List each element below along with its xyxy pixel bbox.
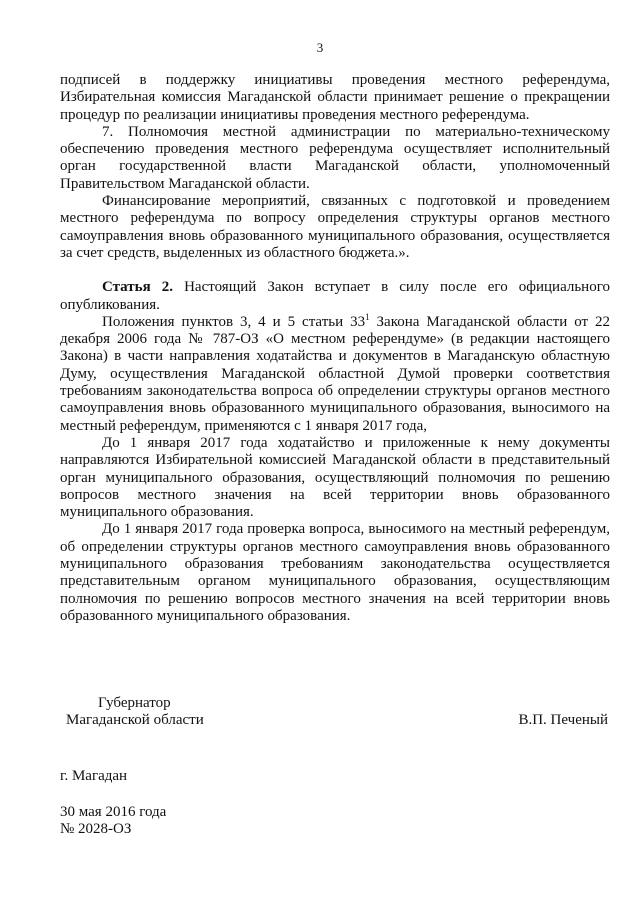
paragraph-petition: До 1 января 2017 года ходатайство и приложенные к нему документы направляются Избирательной комиссией Магаданской области в представительный орган муниципального образования, осуществляющий полномочия по решению вопросов местного значения на всей территории вновь образованного муниципального образования. — [60, 434, 610, 521]
article-2-text: Настоящий Закон вступает в силу после его официального опубликования. — [60, 279, 610, 313]
provisions-superscript: 1 — [365, 311, 370, 322]
provisions-text-part2: Закона Магаданской области от 22 декабря 2006 года № 787-ОЗ «О местном референдуме» (в редакции настоящего Закона) в части направления ходатайства и документов в Магаданскую областную Думу, осуществления Магаданской областной Думой проверки соответствия требованиям законодательства вопроса об определении структуры органов местного самоуправления вновь образованного муниципального образования, выносимого на местный референдум, применяются с 1 января 2017 года, — [60, 313, 611, 434]
signature-title-line2: Магаданской области — [66, 712, 204, 728]
paragraph-financing: Финансирование мероприятий, связанных с подготовкой и проведением местного референдума по вопросу определения структуры органов местного самоуправления вновь образованного муниципального образования, осуществляется за счет средств, выделенных из областного бюджета.». — [60, 193, 610, 261]
paragraph-check: До 1 января 2017 года проверка вопроса, выносимого на местный референдум, об определении структуры органов местного самоуправления вновь образованного муниципального образования требованиям законодательства осуществляется представительным органом муниципального образования, осуществляющим полномочия по решению вопросов местного значения на всей территории вновь образованного муниципального образования. — [60, 521, 610, 624]
law-number: № 2028-ОЗ — [60, 821, 132, 837]
provisions-text-part1: Положения пунктов 3, 4 и 5 статьи 33 — [102, 313, 366, 330]
date: 30 мая 2016 года — [60, 804, 167, 820]
document-body — [60, 72, 610, 625]
place: г. Магадан — [60, 768, 128, 784]
paragraph-continuation: подписей в поддержку инициативы проведения местного референдума, Избирательная комиссия Магаданской области принимает решение о прекращении процедур по реализации инициативы проведения местного референдума. — [60, 72, 610, 123]
paragraph-item-7: 7. Полномочия местной администрации по материально-техническому обеспечению проведения местного референдума осуществляет исполнительный орган государственной власти Магаданской области, уполномоченный Правительством Магаданской области. — [60, 123, 610, 192]
paragraph-provisions — [60, 311, 611, 435]
article-2-title: Статья 2. — [102, 279, 174, 296]
signature-title-line1: Губернатор — [98, 695, 171, 711]
page-number: 3 — [316, 40, 324, 55]
article-2 — [60, 279, 610, 314]
signature-name: В.П. Печеный — [518, 712, 608, 728]
